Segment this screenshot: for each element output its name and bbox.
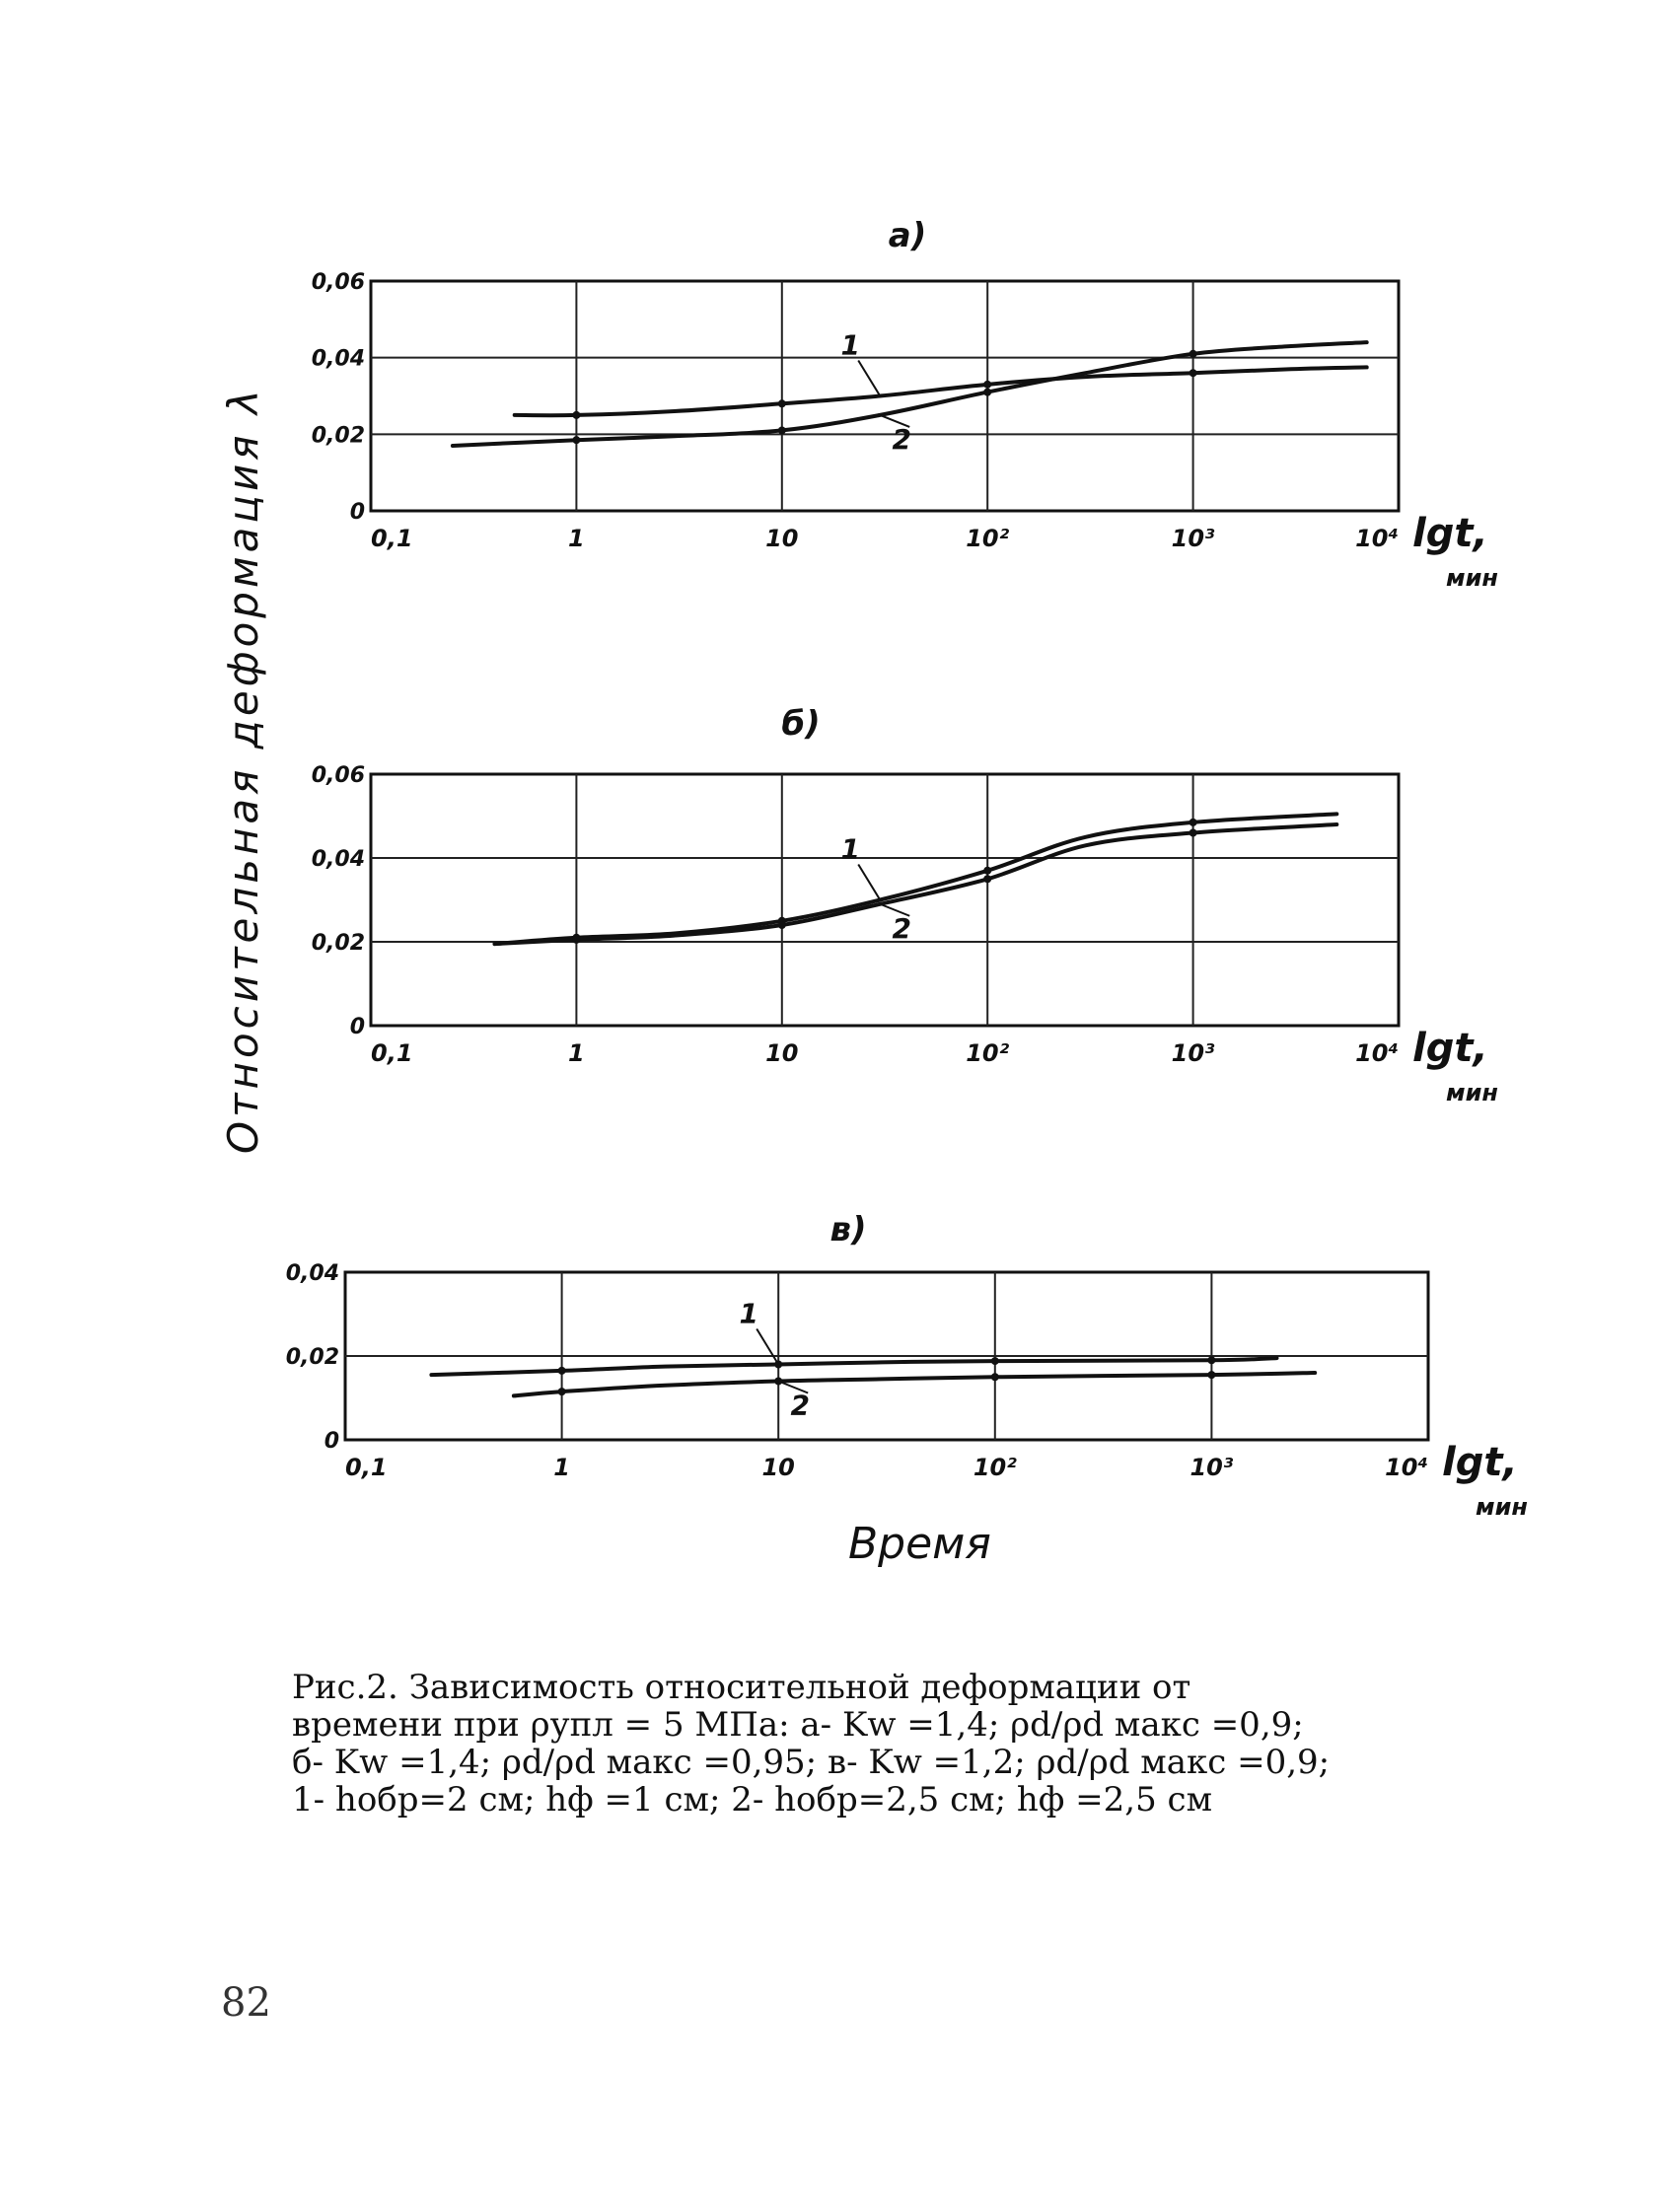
y-tick-label: 0 [349,1015,365,1039]
x-tick-label: 0,1 [371,1039,413,1067]
series-1-leader [858,865,880,900]
x-tick-label: 10⁴ [1355,525,1399,552]
series-2-point [572,436,580,444]
y-tick-label: 0 [324,1429,339,1454]
series-2-point [778,921,786,929]
series-2-label: 2 [892,911,911,945]
series-1-point [558,1367,566,1375]
y-tick-label: 0,06 [311,763,365,788]
chart-panel-3 [286,1210,1528,1521]
panel-label: а) [888,216,927,255]
x-tick-label: 1 [553,1454,570,1481]
x-tick-label: 1 [568,1039,585,1067]
x-tick-label: 10³ [1171,525,1215,552]
y-tick-label: 0,02 [285,1345,339,1370]
series-1-line [431,1358,1276,1375]
figure-caption [292,1669,1476,1819]
series-2-point [558,1388,566,1395]
series-1-label: 1 [840,328,860,362]
x-tick-label: 10 [765,525,799,552]
series-2-point [1189,829,1197,837]
x-unit-sub: мин [1476,1493,1529,1521]
x-tick-label: 1 [568,525,585,552]
x-unit-sub: мин [1446,1079,1499,1106]
series-2-label: 2 [892,422,911,456]
x-unit-label: lgt, [1442,1440,1518,1485]
series-2-point [1207,1371,1215,1379]
series-1-label: 1 [840,832,860,866]
y-tick-label: 0,02 [311,931,365,956]
x-unit-sub: мин [1446,564,1499,592]
series-2-line [495,824,1337,944]
series-2-point [1189,350,1197,358]
series-2-label: 2 [790,1389,810,1422]
series-1-point [572,411,580,419]
series-1-line [515,367,1367,415]
x-unit-label: lgt, [1412,511,1488,556]
series-2-point [778,426,786,434]
series-1-leader [757,1329,778,1365]
series-1-point [983,381,991,389]
x-tick-label: 10 [761,1454,795,1481]
series-1-point [983,867,991,875]
caption-line-3: б- Kw =1,4; ρd/ρd макс =0,95; в- Kw =1,2; ρd/ρd макс =0,9; [292,1743,1331,1782]
series-1-point [1189,369,1197,377]
y-tick-label: 0,04 [311,847,365,872]
x-axis-title: Время [848,1519,991,1569]
y-tick-label: 0,02 [311,423,365,449]
x-tick-label: 10⁴ [1355,1039,1399,1067]
x-tick-label: 10² [973,1454,1017,1481]
series-1-leader [858,361,880,396]
caption-line-2: времени при ρупл = 5 МПа: а- Kw =1,4; ρd/ρd макс =0,9; [292,1705,1304,1745]
series-2-point [572,936,580,944]
x-tick-label: 10³ [1189,1454,1234,1481]
y-tick-label: 0,04 [311,346,365,372]
panel-label: в) [829,1210,867,1249]
y-tick-label: 0,04 [285,1261,339,1286]
series-2-point [983,389,991,396]
x-tick-label: 10² [966,1039,1010,1067]
page-number: 82 [221,1980,271,2026]
y-axis-title: Относительная деформация λ [219,386,267,1154]
series-1-point [1189,819,1197,826]
series-2-point [991,1373,999,1381]
series-2-point [983,875,991,883]
x-unit-label: lgt, [1412,1026,1488,1071]
series-1-label: 1 [739,1297,758,1330]
caption-line-4: 1- hобр=2 см; hф =1 см; 2- hобр=2,5 см; hф =2,5 см [292,1780,1213,1820]
x-tick-label: 0,1 [371,525,413,552]
y-tick-label: 0,06 [311,270,365,295]
x-tick-label: 10⁴ [1385,1454,1428,1481]
series-1-point [778,399,786,407]
panel-label: б) [781,704,821,744]
x-tick-label: 10³ [1171,1039,1215,1067]
chart-panel-1 [312,216,1498,592]
y-tick-label: 0 [349,500,365,525]
caption-line-1: Рис.2. Зависимость относительной деформации от [292,1668,1191,1707]
chart-panel-2 [312,704,1498,1106]
x-tick-label: 10² [966,525,1010,552]
series-1-point [1207,1356,1215,1364]
series-1-point [991,1357,999,1365]
series-2-line [514,1373,1315,1395]
x-tick-label: 10 [765,1039,799,1067]
x-tick-label: 0,1 [345,1454,388,1481]
